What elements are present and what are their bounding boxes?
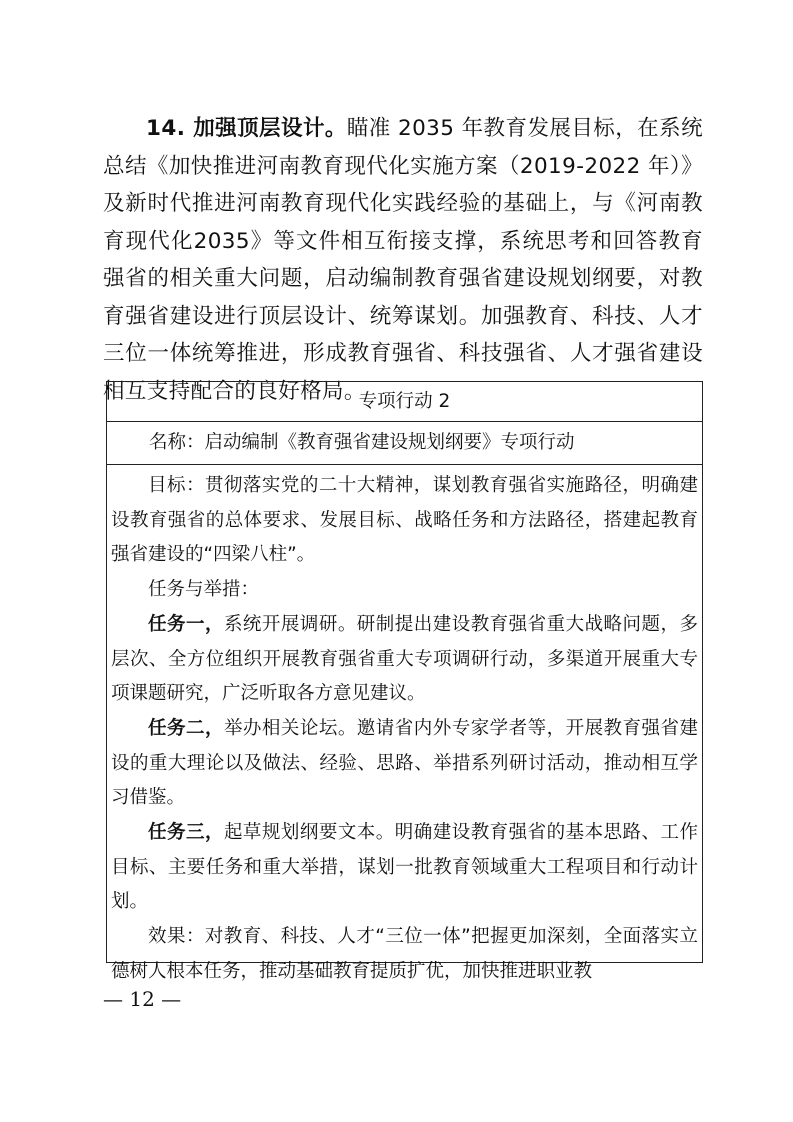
- box-tasks-label: 任务与举措：: [148, 579, 260, 601]
- page-number: — 12 —: [103, 987, 182, 1011]
- task-item: [111, 608, 698, 712]
- task-lead: 任务一，: [148, 613, 224, 635]
- special-action-box: [106, 381, 703, 982]
- box-body: [107, 465, 702, 990]
- task-text: 系统开展调研。研制提出建设教育强省重大战略问题，多层次、全方位组织开展教育强省重大专项调研行动，多渠道开展重大专项课题研究，广泛听取各方意见建议。: [111, 613, 698, 705]
- task-text: 举办相关论坛。邀请省内外专家学者等，开展教育强省建设的重大理论以及做法、经验、思路、举措系列研讨活动，推动相互学习借鉴。: [111, 717, 698, 809]
- box-header: 专项行动 2: [107, 382, 702, 422]
- box-goal: 目标：贯彻落实党的二十大精神，谋划教育强省实施路径，明确建设教育强省的总体要求、发展目标、战略任务和方法路径，搭建起教育强省建设的“四梁八柱”。: [111, 475, 698, 566]
- task-item: [111, 816, 698, 920]
- section-lead: 14. 加强顶层设计。: [146, 116, 347, 141]
- task-lead: 任务二，: [148, 717, 224, 739]
- section-text: 瞄准 2035 年教育发展目标，在系统总结《加快推进河南教育现代化实施方案（2019-2022 年）》及新时代推进河南教育现代化实践经验的基础上，与《河南教育现代化2035》等文件相互衔接支撑，系统思考和回答教育强省的相关重大问题，启动编制教育强省建设规划纲要，对教育强省建设进行顶层设计、统筹谋划。加强教育、科技、人才三位一体统筹推进，形成教育强省、科技强省、人才强省建设相互支持配合的良好格局。: [103, 116, 703, 404]
- box-name: 名称：启动编制《教育强省建设规划纲要》专项行动: [107, 422, 702, 465]
- box-effect: 效果：对教育、科技、人才“三位一体”把握更加深刻，全面落实立德树人根本任务，推动基础教育提质扩优，加快推进职业教: [111, 926, 698, 982]
- section-paragraph: [103, 110, 703, 410]
- task-lead: 任务三，: [148, 822, 224, 844]
- task-item: [111, 712, 698, 816]
- task-text: 起草规划纲要文本。明确建设教育强省的基本思路、工作目标、主要任务和重大举措，谋划一批教育领域重大工程项目和行动计划。: [111, 822, 698, 913]
